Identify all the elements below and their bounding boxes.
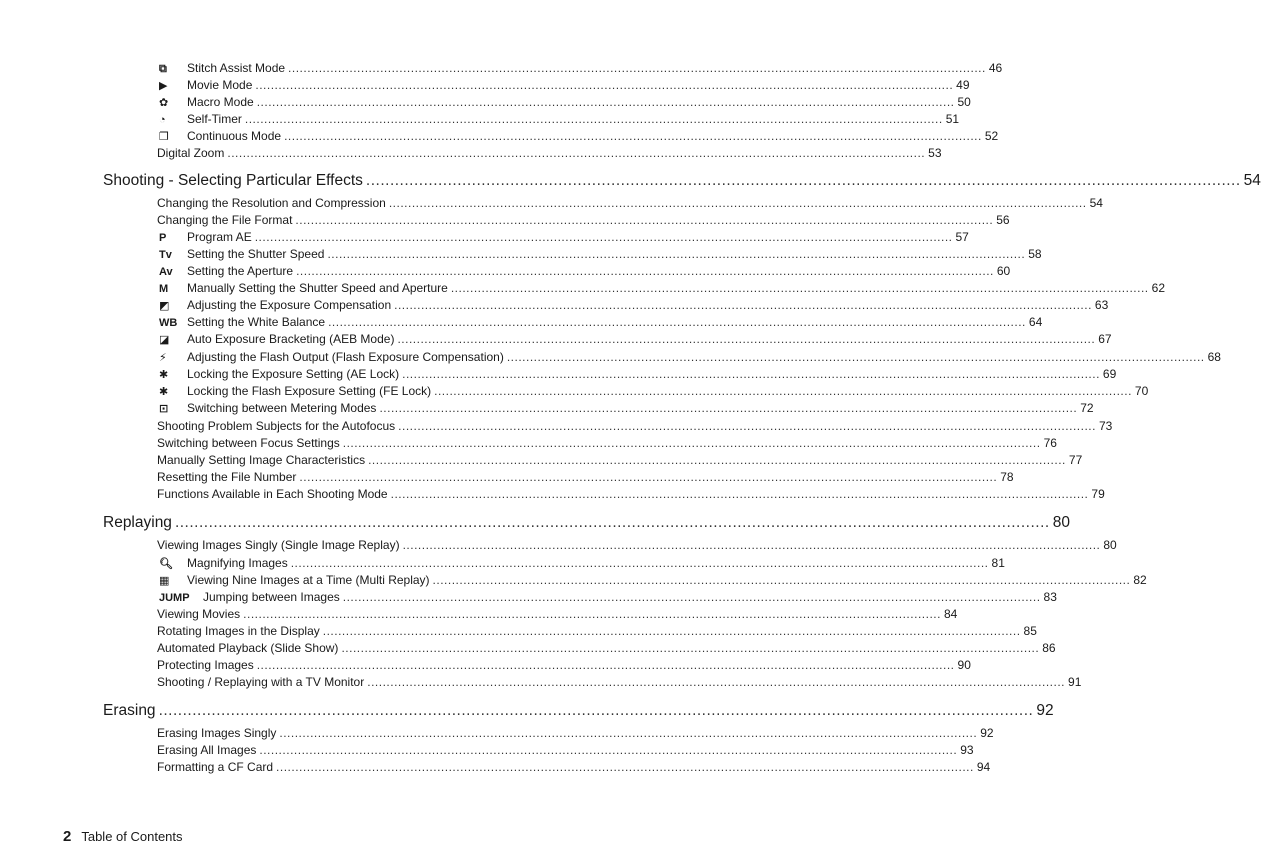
toc-entry-label: Erasing Images Singly bbox=[157, 726, 277, 740]
dot-leader bbox=[159, 700, 1034, 722]
toc-page-number: 86 bbox=[1042, 641, 1056, 655]
toc-page-number: 49 bbox=[956, 78, 970, 92]
dot-leader bbox=[243, 606, 941, 622]
toc-page-number: 90 bbox=[957, 658, 971, 672]
toc-entry[interactable] bbox=[157, 314, 1043, 330]
dot-leader bbox=[403, 537, 1101, 553]
aeb-icon: ◪ bbox=[159, 334, 170, 346]
toc-entry[interactable] bbox=[157, 674, 1082, 690]
footer-title: Table of Contents bbox=[81, 829, 183, 844]
toc-entry[interactable] bbox=[157, 128, 999, 144]
toc-entry[interactable] bbox=[157, 486, 1105, 502]
toc-entry[interactable] bbox=[157, 212, 1010, 228]
toc-entry-label: Functions Available in Each Shooting Mode bbox=[157, 487, 388, 501]
toc-entry[interactable] bbox=[157, 725, 994, 741]
dot-leader bbox=[341, 640, 1039, 656]
dot-leader bbox=[433, 572, 1131, 588]
toc-page-number: 64 bbox=[1028, 315, 1043, 329]
toc-page-number: 80 bbox=[1103, 538, 1117, 552]
toc-page-number: 62 bbox=[1151, 281, 1165, 295]
dot-leader bbox=[227, 145, 925, 161]
jump-icon: JUMP bbox=[159, 592, 190, 604]
toc-entry-label: Program AE bbox=[187, 230, 252, 244]
toc-entry-label: Rotating Images in the Display bbox=[157, 624, 320, 638]
toc-entry-label: Movie Mode bbox=[187, 78, 253, 92]
toc-entry-label: Automated Playback (Slide Show) bbox=[157, 641, 339, 655]
multi-replay-icon: ▦ bbox=[159, 575, 170, 587]
toc-entry[interactable] bbox=[157, 383, 1149, 399]
toc-page-number: 81 bbox=[991, 556, 1005, 570]
program-ae-icon: P bbox=[159, 232, 167, 244]
toc-entry-label: Viewing Movies bbox=[157, 607, 241, 621]
toc-page-number: 51 bbox=[945, 112, 960, 126]
toc-entry-label: Formatting a CF Card bbox=[157, 760, 274, 774]
toc-page-number: 92 bbox=[980, 726, 994, 740]
dot-leader bbox=[327, 246, 1025, 262]
toc-entry-label: Protecting Images bbox=[157, 658, 254, 672]
exposure-compensation-icon: ◩ bbox=[159, 300, 170, 312]
toc-entry[interactable] bbox=[157, 657, 971, 673]
toc-page-number: 83 bbox=[1043, 590, 1057, 604]
dot-leader bbox=[328, 314, 1026, 330]
toc-entry-label: Self-Timer bbox=[187, 112, 242, 126]
metering-mode-icon: ⊡ bbox=[159, 403, 169, 415]
toc-page-number: 67 bbox=[1098, 332, 1112, 346]
self-timer-icon: ◔ bbox=[159, 114, 166, 126]
toc-page-number: 53 bbox=[928, 146, 942, 160]
toc-entry-label: Viewing Images Singly (Single Image Replay) bbox=[157, 538, 400, 552]
toc-entry[interactable] bbox=[157, 297, 1109, 313]
toc-section-heading[interactable] bbox=[103, 700, 1054, 722]
dot-leader bbox=[257, 657, 955, 673]
toc-entry-label: Macro Mode bbox=[187, 95, 254, 109]
toc-page-number: 69 bbox=[1102, 367, 1117, 381]
toc-entry-label: Switching between Focus Settings bbox=[157, 436, 340, 450]
dot-leader bbox=[391, 486, 1089, 502]
toc-entry[interactable] bbox=[157, 263, 1011, 279]
toc-entry[interactable] bbox=[157, 640, 1056, 656]
dot-leader bbox=[366, 170, 1241, 192]
flash-compensation-icon: ⚡ bbox=[159, 352, 167, 364]
ae-lock-icon: ✱ bbox=[159, 369, 169, 381]
toc-entry[interactable] bbox=[157, 349, 1221, 365]
dot-leader bbox=[397, 331, 1095, 347]
toc-page-number: 91 bbox=[1068, 675, 1082, 689]
dot-leader bbox=[368, 452, 1066, 468]
toc-entry-label: Setting the Aperture bbox=[187, 264, 294, 278]
footer-page-number: 2 bbox=[63, 828, 72, 845]
toc-entry[interactable] bbox=[157, 623, 1037, 639]
toc-entry-label: Replaying bbox=[103, 514, 172, 531]
dot-leader bbox=[257, 94, 955, 110]
toc-entry-label: Continuous Mode bbox=[187, 129, 282, 143]
toc-page-number: 82 bbox=[1133, 573, 1147, 587]
dot-leader bbox=[507, 349, 1205, 365]
dot-leader bbox=[291, 555, 989, 571]
dot-leader bbox=[434, 383, 1132, 399]
dot-leader bbox=[299, 469, 997, 485]
toc-entry[interactable] bbox=[157, 145, 942, 161]
toc-entry-label: Viewing Nine Images at a Time (Multi Replay) bbox=[187, 573, 430, 587]
toc-entry[interactable] bbox=[157, 452, 1083, 468]
toc-section-heading[interactable] bbox=[103, 170, 1261, 192]
fe-lock-icon: ✱ bbox=[159, 386, 169, 398]
toc-entry-label: Shooting - Selecting Particular Effects bbox=[103, 172, 363, 189]
toc-entry[interactable] bbox=[157, 60, 1003, 76]
toc-entry[interactable] bbox=[157, 435, 1057, 451]
dot-leader bbox=[402, 366, 1100, 382]
toc-page-number: 68 bbox=[1207, 350, 1221, 364]
toc-entry-label: Magnifying Images bbox=[187, 556, 288, 570]
toc-entry[interactable] bbox=[157, 572, 1147, 588]
toc-entry[interactable] bbox=[157, 246, 1042, 262]
toc-page-number: 52 bbox=[984, 129, 999, 143]
toc-page-number: 73 bbox=[1098, 419, 1113, 433]
dot-leader bbox=[284, 128, 982, 144]
dot-leader bbox=[343, 589, 1041, 605]
toc-entry[interactable] bbox=[157, 229, 969, 245]
movie-icon: ▶ bbox=[159, 80, 168, 92]
continuous-mode-icon: ❐ bbox=[159, 131, 169, 143]
toc-page-number: 79 bbox=[1091, 487, 1105, 501]
toc-entry[interactable] bbox=[157, 555, 1005, 571]
toc-page-number: 58 bbox=[1028, 247, 1042, 261]
toc-entry-label: Manually Setting the Shutter Speed and Aperture bbox=[187, 281, 448, 295]
toc-entry-label: Shooting / Replaying with a TV Monitor bbox=[157, 675, 365, 689]
aperture-av-icon: Av bbox=[159, 266, 173, 278]
dot-leader bbox=[323, 623, 1021, 639]
toc-entry-label: Manually Setting Image Characteristics bbox=[157, 453, 366, 467]
dot-leader bbox=[175, 512, 1050, 534]
toc-entry-label: Setting the White Balance bbox=[187, 315, 326, 329]
dot-leader bbox=[379, 400, 1077, 416]
toc-entry[interactable] bbox=[157, 606, 958, 622]
toc-entry[interactable] bbox=[157, 111, 960, 127]
dot-leader bbox=[255, 229, 953, 245]
macro-flower-icon: ✿ bbox=[159, 97, 169, 109]
toc-entry-label: Adjusting the Flash Output (Flash Exposure Compensation) bbox=[187, 350, 504, 364]
toc-page-number: 56 bbox=[996, 213, 1010, 227]
dot-leader bbox=[276, 759, 974, 775]
toc-entry-label: Switching between Metering Modes bbox=[187, 401, 377, 415]
toc-page-number: 63 bbox=[1094, 298, 1109, 312]
white-balance-icon: WB bbox=[159, 317, 178, 329]
dot-leader bbox=[451, 280, 1149, 296]
toc-page-number: 76 bbox=[1043, 436, 1057, 450]
toc-page-number: 78 bbox=[1000, 470, 1014, 484]
toc-page-number: 80 bbox=[1052, 514, 1070, 531]
toc-entry[interactable] bbox=[157, 589, 1057, 605]
toc-entry-label: Adjusting the Exposure Compensation bbox=[187, 298, 392, 312]
stitch-assist-icon: ⧉ bbox=[159, 63, 167, 75]
toc-page-number: 77 bbox=[1068, 453, 1083, 467]
toc-entry[interactable] bbox=[157, 195, 1103, 211]
dot-leader bbox=[367, 674, 1065, 690]
toc-entry-label: Changing the Resolution and Compression bbox=[157, 196, 386, 210]
dot-leader bbox=[343, 435, 1041, 451]
toc-entry-label: Digital Zoom bbox=[157, 146, 225, 160]
toc-entry-label: Stitch Assist Mode bbox=[187, 61, 286, 75]
dot-leader bbox=[389, 195, 1087, 211]
toc-entry-label: Auto Exposure Bracketing (AEB Mode) bbox=[187, 332, 395, 346]
manual-m-icon: M bbox=[159, 283, 169, 295]
dot-leader bbox=[394, 297, 1092, 313]
toc-entry[interactable] bbox=[157, 77, 970, 93]
dot-leader bbox=[288, 60, 986, 76]
toc-entry[interactable] bbox=[157, 759, 991, 775]
toc-entry-label: Changing the File Format bbox=[157, 213, 293, 227]
magnify-icon: 🔍︎ bbox=[159, 558, 173, 570]
dot-leader bbox=[279, 725, 977, 741]
toc-page-number: 94 bbox=[976, 760, 991, 774]
toc-entry[interactable] bbox=[157, 366, 1117, 382]
dot-leader bbox=[255, 77, 953, 93]
toc-entry-label: Locking the Exposure Setting (AE Lock) bbox=[187, 367, 400, 381]
toc-page-number: 85 bbox=[1023, 624, 1037, 638]
toc-page-number: 57 bbox=[955, 230, 969, 244]
toc-entry[interactable] bbox=[157, 418, 1113, 434]
toc-page-number: 84 bbox=[943, 607, 958, 621]
toc-entry-label: Erasing All Images bbox=[157, 743, 257, 757]
toc-entry[interactable] bbox=[157, 94, 971, 110]
dot-leader bbox=[296, 263, 994, 279]
toc-entry[interactable] bbox=[157, 400, 1094, 416]
toc-entry[interactable] bbox=[157, 280, 1165, 296]
toc-entry[interactable] bbox=[157, 742, 974, 758]
dot-leader bbox=[245, 111, 943, 127]
toc-entry[interactable] bbox=[157, 537, 1117, 553]
toc-entry[interactable] bbox=[157, 469, 1014, 485]
toc-page-number: 92 bbox=[1036, 702, 1054, 719]
toc-entry-label: Erasing bbox=[103, 702, 156, 719]
toc-page-number: 54 bbox=[1243, 172, 1261, 189]
toc-entry-label: Resetting the File Number bbox=[157, 470, 297, 484]
toc-page-number: 60 bbox=[996, 264, 1011, 278]
toc-page-number: 54 bbox=[1089, 196, 1103, 210]
toc-entry-label: Setting the Shutter Speed bbox=[187, 247, 325, 261]
toc-page-number: 70 bbox=[1134, 384, 1149, 398]
shutter-speed-tv-icon: Tv bbox=[159, 249, 172, 261]
toc-entry-label: Shooting Problem Subjects for the Autofocus bbox=[157, 419, 396, 433]
toc-page-number: 50 bbox=[957, 95, 971, 109]
dot-leader bbox=[259, 742, 957, 758]
toc-page-number: 93 bbox=[960, 743, 974, 757]
toc-page-number: 46 bbox=[988, 61, 1003, 75]
toc-entry-label: Locking the Flash Exposure Setting (FE Lock) bbox=[187, 384, 432, 398]
toc-entry-label: Jumping between Images bbox=[203, 590, 340, 604]
dot-leader bbox=[398, 418, 1096, 434]
dot-leader bbox=[295, 212, 993, 228]
toc-page-number: 72 bbox=[1080, 401, 1094, 415]
toc-entry[interactable] bbox=[157, 331, 1112, 347]
toc-section-heading[interactable] bbox=[103, 512, 1070, 534]
page-footer bbox=[63, 828, 183, 845]
